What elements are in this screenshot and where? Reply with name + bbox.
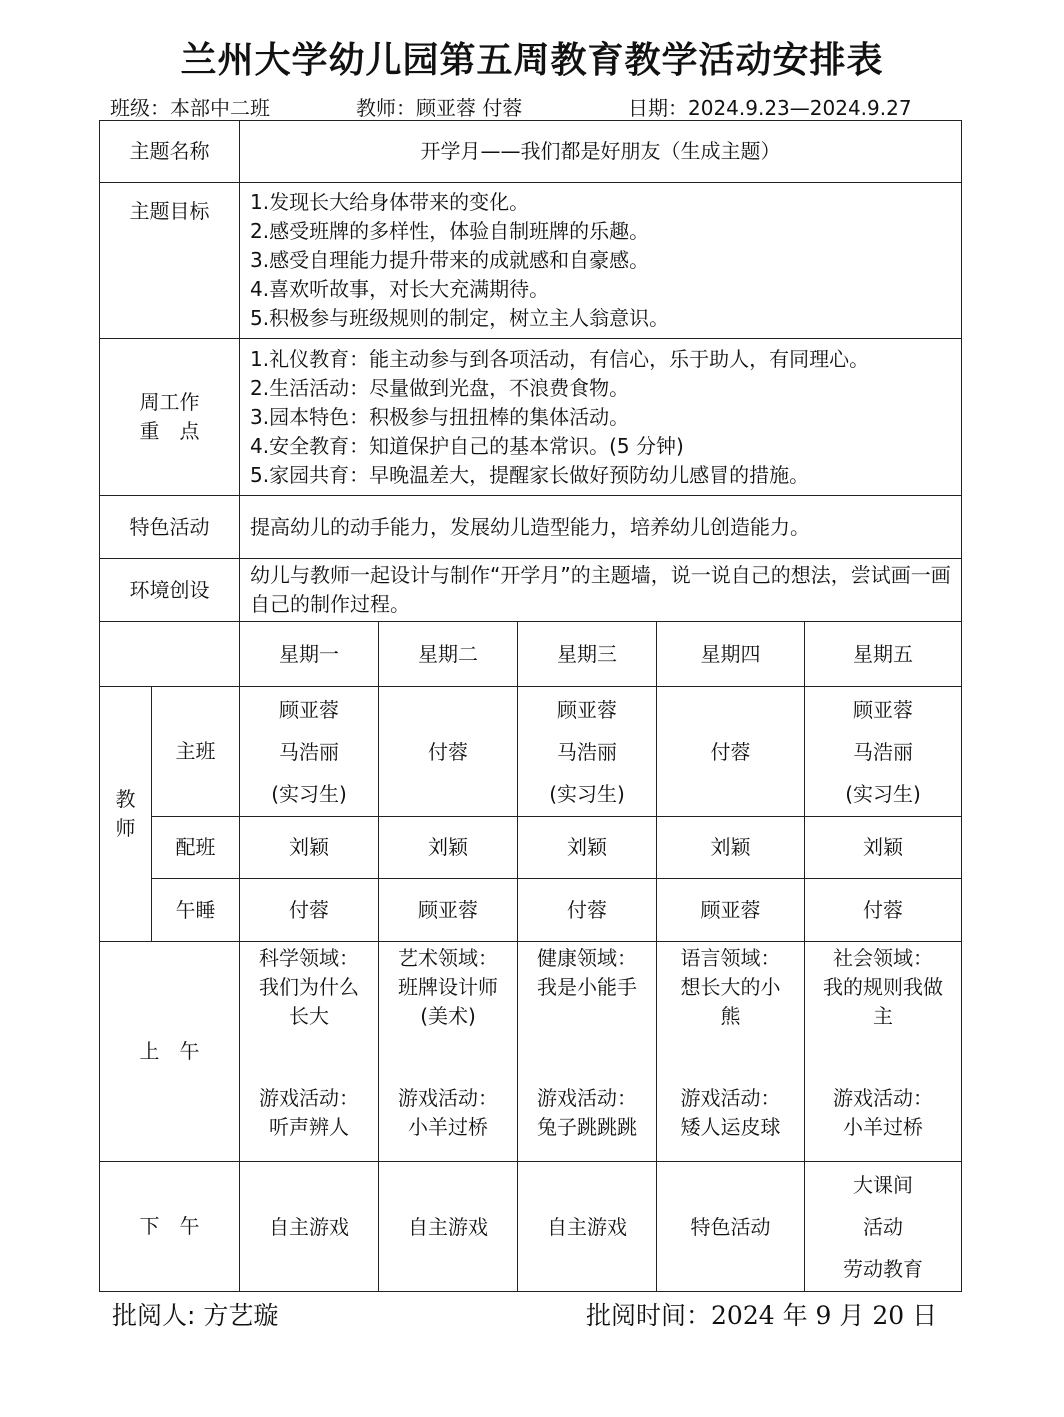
goal-item: 4.喜欢听故事，对长大充满期待。 <box>250 277 550 301</box>
special-activity-text: 提高幼儿的动手能力，发展幼儿造型能力，培养幼儿创造能力。 <box>240 496 962 559</box>
weekly-focus-list <box>240 339 962 496</box>
goal-item: 1.发现长大给身体带来的变化。 <box>250 190 530 214</box>
teacher-name: 付蓉 <box>710 739 751 764</box>
game-label: 游戏活动： <box>537 1086 637 1110</box>
nap-teacher-cell: 付蓉 <box>805 879 962 942</box>
lesson-topic: 我的规则我做主 <box>823 975 944 1028</box>
lesson-topic: 班牌设计师(美术) <box>398 975 498 1028</box>
lesson-domain: 语言领域： <box>680 946 781 970</box>
theme-goals-row <box>100 183 962 339</box>
focus-item: 2.生活活动：尽量做到光盘，不浪费食物。 <box>250 375 630 400</box>
assist-teacher-cell: 刘颖 <box>657 817 805 879</box>
teacher-note: (实习生) <box>271 781 347 806</box>
game-block <box>240 1084 378 1142</box>
lesson-block <box>240 944 378 1084</box>
goal-item: 2.感受班牌的多样性，体验自制班牌的乐趣。 <box>250 219 650 243</box>
weekly-focus-label <box>100 339 240 496</box>
lesson-domain: 社会领域： <box>833 946 934 970</box>
game-label: 游戏活动： <box>680 1086 781 1110</box>
afternoon-cell <box>240 1162 379 1292</box>
morning-cell <box>805 942 962 1162</box>
class-info: 班级：本部中二班 <box>110 96 270 120</box>
schedule-table <box>99 120 962 1292</box>
lesson-block <box>805 944 961 1084</box>
lesson-domain: 科学领域： <box>259 946 359 970</box>
nap-teacher-row <box>100 879 962 942</box>
review-time-label: 批阅时间： <box>586 1301 712 1330</box>
info-bar <box>110 92 970 120</box>
environment-label: 环境创设 <box>100 559 240 622</box>
weekday-header: 星期一 <box>240 622 379 687</box>
morning-cell <box>657 942 805 1162</box>
lesson-topic: 我们为什么长大 <box>259 975 359 1028</box>
goal-item: 3.感受自理能力提升带来的成就感和自豪感。 <box>250 248 650 272</box>
lesson-block <box>657 944 804 1084</box>
main-teacher-cell <box>379 687 518 817</box>
corner-cell <box>100 622 240 687</box>
afternoon-activity: 活动 <box>863 1214 904 1239</box>
theme-goals-label: 主题目标 <box>100 183 240 339</box>
focus-item: 3.园本特色：积极参与扭扭棒的集体活动。 <box>250 404 630 429</box>
theme-name-value: 开学月——我们都是好朋友（生成主题） <box>240 121 962 183</box>
game-block <box>657 1084 804 1142</box>
environment-text: 幼儿与教师一起设计与制作“开学月”的主题墙，说一说自己的想法，尝试画一画自己的制作过程。 <box>240 559 962 622</box>
special-activity-label: 特色活动 <box>100 496 240 559</box>
teacher-name: 马浩丽 <box>557 739 617 764</box>
main-teacher-cell <box>805 687 962 817</box>
lesson-topic: 我是小能手 <box>537 975 637 999</box>
weekday-header: 星期二 <box>379 622 518 687</box>
lesson-domain: 健康领域： <box>537 946 637 970</box>
weekly-focus-label-line1: 周工作 <box>139 390 200 414</box>
morning-row <box>100 942 962 1162</box>
afternoon-activity: 自主游戏 <box>269 1214 349 1239</box>
date-info: 日期：2024.9.23—2024.9.27 <box>628 96 912 120</box>
teacher-note: (实习生) <box>845 781 921 806</box>
weekday-header: 星期三 <box>518 622 657 687</box>
environment-row <box>100 559 962 622</box>
main-teacher-cell <box>518 687 657 817</box>
assist-teacher-cell: 刘颖 <box>805 817 962 879</box>
morning-cell <box>518 942 657 1162</box>
teacher-name: 顾亚蓉 <box>279 697 339 722</box>
teacher-group-char: 师 <box>115 816 136 840</box>
game-name: 兔子跳跳跳 <box>537 1115 637 1139</box>
game-block <box>805 1084 961 1142</box>
game-label: 游戏活动： <box>259 1086 359 1110</box>
assist-teacher-cell: 刘颖 <box>240 817 379 879</box>
game-name: 小羊过桥 <box>843 1115 924 1139</box>
game-label: 游戏活动： <box>833 1086 934 1110</box>
focus-item: 1.礼仪教育：能主动参与到各项活动，有信心，乐于助人，有同理心。 <box>250 346 870 371</box>
teacher-name: 顾亚蓉 <box>853 697 914 722</box>
afternoon-cell <box>657 1162 805 1292</box>
game-name: 矮人运皮球 <box>680 1115 781 1139</box>
morning-cell <box>240 942 379 1162</box>
teacher-group-label <box>100 687 152 942</box>
afternoon-cell <box>518 1162 657 1292</box>
theme-goals-list <box>240 183 962 339</box>
afternoon-cell <box>379 1162 518 1292</box>
teacher-name: 马浩丽 <box>279 739 339 764</box>
teacher-note: (实习生) <box>549 781 625 806</box>
afternoon-activity: 自主游戏 <box>547 1214 627 1239</box>
assist-teacher-cell: 刘颖 <box>518 817 657 879</box>
afternoon-activity: 自主游戏 <box>408 1214 488 1239</box>
nap-teacher-cell: 付蓉 <box>240 879 379 942</box>
game-block <box>379 1084 517 1142</box>
main-teacher-label: 主班 <box>152 687 240 817</box>
lesson-block <box>379 944 517 1084</box>
lesson-block <box>518 944 656 1084</box>
nap-teacher-cell: 顾亚蓉 <box>657 879 805 942</box>
teacher-info: 教师：顾亚蓉 付蓉 <box>356 96 523 120</box>
afternoon-label: 下 午 <box>100 1162 240 1292</box>
game-label: 游戏活动： <box>398 1086 498 1110</box>
teacher-name: 顾亚蓉 <box>557 697 617 722</box>
afternoon-activity: 劳动教育 <box>843 1256 924 1281</box>
assist-teacher-row <box>100 817 962 879</box>
game-name: 小羊过桥 <box>408 1115 488 1139</box>
weekday-header: 星期五 <box>805 622 962 687</box>
page-title: 兰州大学幼儿园第五周教育教学活动安排表 <box>180 40 884 81</box>
afternoon-cell <box>805 1162 962 1292</box>
main-teacher-cell <box>657 687 805 817</box>
main-teacher-row <box>100 687 962 817</box>
theme-name-row <box>100 121 962 183</box>
weekday-header-row <box>100 622 962 687</box>
weekly-focus-row <box>100 339 962 496</box>
focus-item: 5.家园共育：早晚温差大，提醒家长做好预防幼儿感冒的措施。 <box>250 462 810 487</box>
review-time <box>586 1296 937 1332</box>
assist-teacher-cell: 刘颖 <box>379 817 518 879</box>
assist-teacher-label: 配班 <box>152 817 240 879</box>
afternoon-row <box>100 1162 962 1292</box>
weekday-header: 星期四 <box>657 622 805 687</box>
game-block <box>518 1084 656 1142</box>
nap-teacher-cell: 顾亚蓉 <box>379 879 518 942</box>
teacher-name: 马浩丽 <box>853 739 914 764</box>
theme-name-label: 主题名称 <box>100 121 240 183</box>
goal-item: 5.积极参与班级规则的制定，树立主人翁意识。 <box>250 306 670 330</box>
morning-cell <box>379 942 518 1162</box>
reviewer: 批阅人: 方艺璇 <box>112 1301 279 1330</box>
afternoon-activity: 特色活动 <box>690 1214 771 1239</box>
nap-teacher-cell: 付蓉 <box>518 879 657 942</box>
special-activity-row <box>100 496 962 559</box>
afternoon-activity: 大课间 <box>853 1172 914 1197</box>
review-time-value: 2024 年 9 月 20 日 <box>711 1301 938 1330</box>
game-name: 听声辨人 <box>269 1115 349 1139</box>
weekly-focus-label-line2: 重 点 <box>139 419 200 443</box>
lesson-topic: 想长大的小熊 <box>680 975 781 1028</box>
lesson-domain: 艺术领域： <box>398 946 498 970</box>
main-teacher-cell <box>240 687 379 817</box>
teacher-name: 付蓉 <box>428 739 468 764</box>
teacher-group-char: 教 <box>115 787 136 811</box>
morning-label: 上 午 <box>100 942 240 1162</box>
focus-item: 4.安全教育：知道保护自己的基本常识。(5 分钟) <box>250 433 684 458</box>
nap-teacher-label: 午睡 <box>152 879 240 942</box>
